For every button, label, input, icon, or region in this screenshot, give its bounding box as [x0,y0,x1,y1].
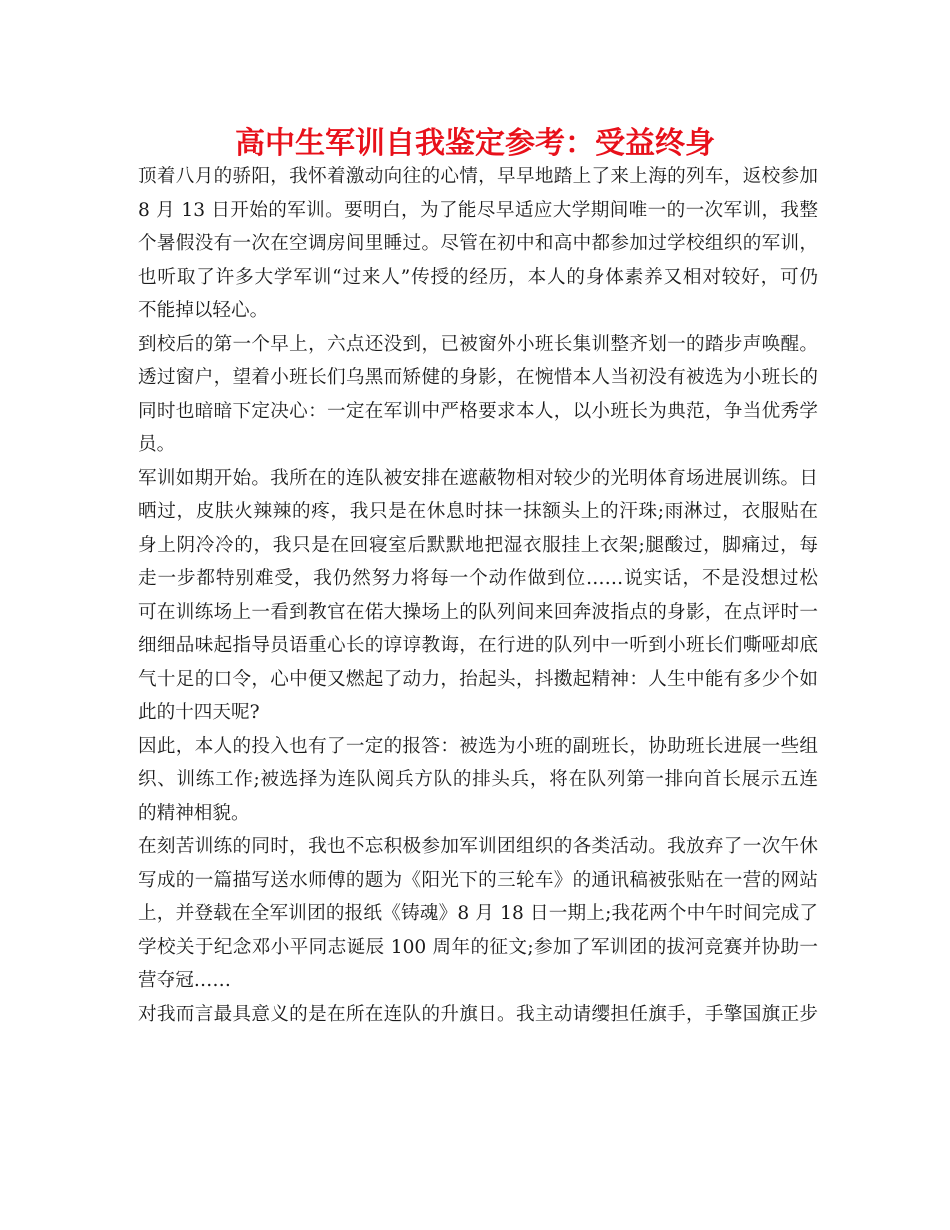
text-line: 对我而言最具意义的是在所在连队的升旗日。我主动请缨担任旗手，手擎国旗正步 [138,1003,818,1025]
text-line: 也听取了许多大学军训“过来人”传授的经历，本人的身体素养又相对较好，可仍 [138,266,818,288]
text-line: 的精神相貌。 [138,802,250,824]
text-line: 在刻苦训练的同时，我也不忘积极参加军训团组织的各类活动。我放弃了一次午休 [138,836,818,857]
text-line: 8 月 13 日开始的军训。要明白，为了能尽早适应大学期间唯一的一次军训，我整 [138,199,818,221]
paragraph [138,730,818,831]
text-line: 个暑假没有一次在空调房间里睡过。尽管在初中和高中都参加过学校组织的军训， [138,233,818,254]
paragraph [138,160,818,328]
text-line: 走一步都特别难受，我仍然努力将每一个动作做到位……说实话，不是没想过松 [138,568,818,589]
text-line: 上，并登载在全军训团的报纸《铸魂》8 月 18 日一期上;我花两个中午时间完成了 [138,903,818,924]
text-line: 营夺冠…… [138,970,231,991]
text-line: 到校后的第一个早上，六点还没到，已被窗外小班长集训整齐划一的踏步声唤醒。 [138,333,818,355]
text-line: 员。 [138,434,176,455]
text-line: 写成的一篇描写送水师傅的题为《阳光下的三轮车》的通讯稿被张贴在一营的网站 [138,869,818,891]
document-body [138,160,818,1031]
text-line: 身上阴冷冷的，我只是在回寝室后默默地把湿衣服挂上衣架;腿酸过，脚痛过，每 [138,534,818,556]
text-line: 此的十四天呢? [138,702,260,723]
text-line: 顶着八月的骄阳，我怀着激动向往的心情，早早地踏上了来上海的列车，返校参加 [138,166,818,187]
document-title: 高中生军训自我鉴定参考：受益终身 [235,126,715,161]
paragraph [138,830,818,998]
text-line: 因此，本人的投入也有了一定的报答：被选为小班的副班长，协助班长进展一些组 [138,735,818,757]
text-line: 细细品味起指导员语重心长的谆谆教诲，在行进的队列中一听到小班长们嘶哑却底 [138,635,818,656]
paragraph [138,998,818,1032]
text-line: 织、训练工作;被选择为连队阅兵方队的排头兵，将在队列第一排向首长展示五连 [138,769,818,790]
paragraph [138,462,818,730]
text-line: 军训如期开始。我所在的连队被安排在遮蔽物相对较少的光明体育场进展训练。日 [138,467,818,489]
text-line: 可在训练场上一看到教官在偌大操场上的队列间来回奔波指点的身影，在点评时一 [138,601,818,623]
text-line: 透过窗户，望着小班长们乌黑而矫健的身影，在惋惜本人当初没有被选为小班长的 [138,367,818,388]
text-line: 不能掉以轻心。 [138,300,269,321]
text-line: 学校关于纪念邓小平同志诞辰 100 周年的征文;参加了军训团的拔河竞赛并协助一 [138,936,818,958]
text-line: 同时也暗暗下定决心：一定在军训中严格要求本人，以小班长为典范，争当优秀学 [138,400,818,422]
text-line: 气十足的口令，心中便又燃起了动力，抬起头，抖擞起精神：人生中能有多少个如 [138,668,818,690]
paragraph [138,328,818,462]
text-line: 晒过，皮肤火辣辣的疼，我只是在休息时抹一抹额头上的汗珠;雨淋过，衣服贴在 [138,501,818,522]
